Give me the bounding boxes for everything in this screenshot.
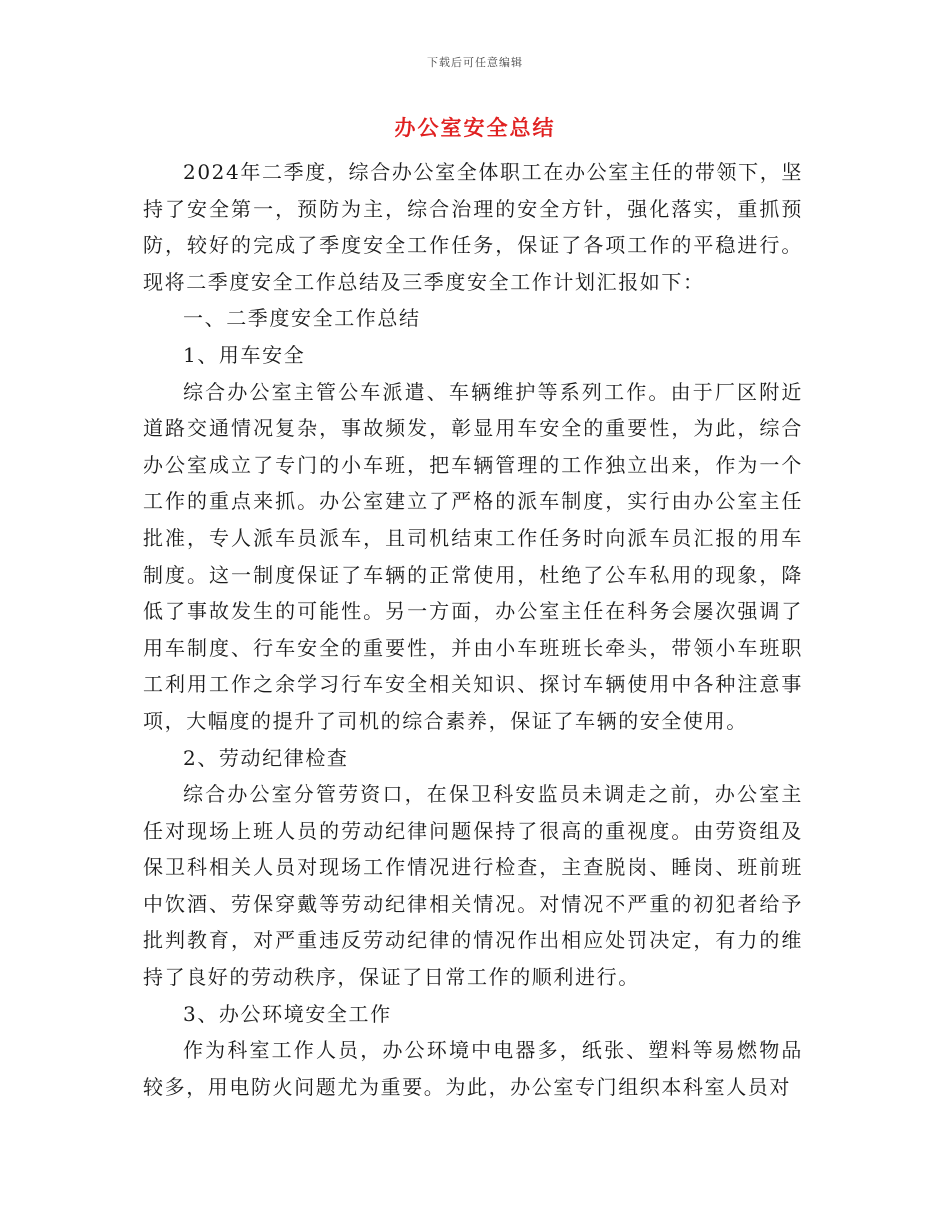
paragraph-office-environment: 作为科室工作人员，办公环境中电器多，纸张、塑料等易燃物品较多，用电防火问题尤为重要。为此，办公室专门组织本科室人员对 <box>143 1038 803 1099</box>
subheading-vehicle-safety: 1、用车安全 <box>183 342 306 367</box>
paragraph-vehicle-safety: 综合办公室主管公车派遣、车辆维护等系列工作。由于厂区附近道路交通情况复杂，事故频发，彰显用车安全的重要性，为此，综合办公室成立了专门的小车班，把车辆管理的工作独立出来，作为一个工作的重点来抓。办公室建立了严格的派车制度，实行由办公室主任批准，专人派车员派车，且司机结束工作任务时向派车员汇报的用车制度。这一制度保证了车辆的正常使用，杜绝了公车私用的现象，降低了事故发生的可能性。另一方面，办公室主任在科务会屡次强调了用车制度、行车安全的重要性，并由小车班班长牵头，带领小车班职工利用工作之余学习行车安全相关知识、探讨车辆使用中各种注意事项，大幅度的提升了司机的综合素养，保证了车辆的安全使用。 <box>143 379 803 733</box>
paragraph-intro: 2024年二季度，综合办公室全体职工在办公室主任的带领下，坚持了安全第一，预防为主，综合治理的安全方针，强化落实，重抓预防，较好的完成了季度安全工作任务，保证了各项工作的平稳进行。现将二季度安全工作总结及三季度安全工作计划汇报如下： <box>143 160 803 294</box>
document-title: 办公室安全总结 <box>394 116 556 140</box>
paragraph-labor-discipline: 综合办公室分管劳资口，在保卫科安监员未调走之前，办公室主任对现场上班人员的劳动纪律问题保持了很高的重视度。由劳资组及保卫科相关人员对现场工作情况进行检查，主查脱岗、睡岗、班前班中饮酒、劳保穿戴等劳动纪律相关情况。对情况不严重的初犯者给予批判教育，对严重违反劳动纪律的情况作出相应处罚决定，有力的维持了良好的劳动秩序，保证了日常工作的顺利进行。 <box>143 782 803 990</box>
document-body <box>143 154 803 1105</box>
subheading-office-environment: 3、办公环境安全工作 <box>183 1001 392 1026</box>
header-note: 下载后可任意编辑 <box>427 56 523 69</box>
section-heading-summary: 一、二季度安全工作总结 <box>183 306 421 331</box>
subheading-labor-discipline: 2、劳动纪律检查 <box>183 745 349 770</box>
